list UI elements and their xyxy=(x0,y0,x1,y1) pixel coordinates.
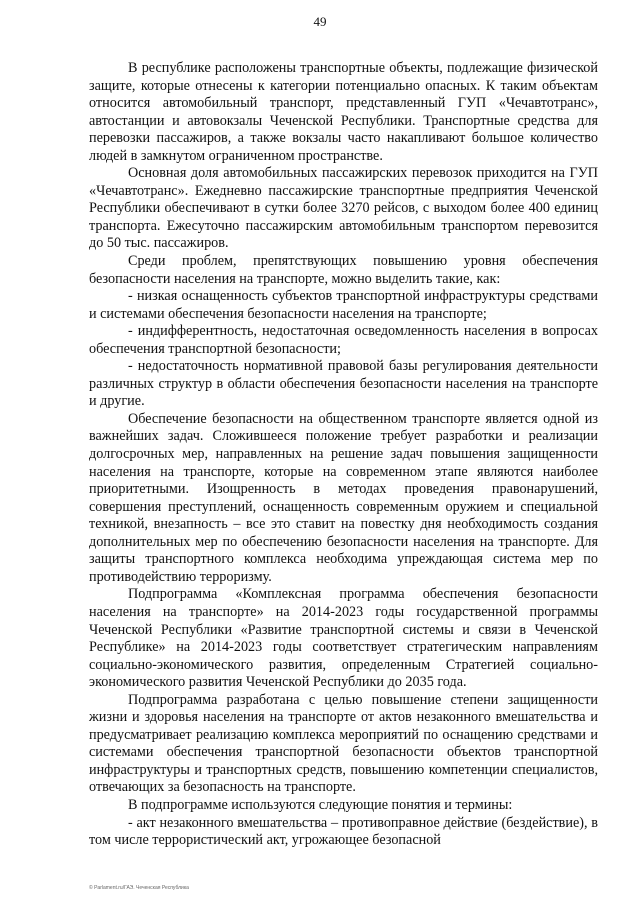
paragraph-problems-intro: Среди проблем, препятствующих повышению уровня обеспечения безопасности населения на транспорте, можно выделить такие, как: xyxy=(89,253,598,287)
list-item-unlawful-interference: - акт незаконного вмешательства – противоправное действие (бездействие), в том числе террористический акт, угрожающее безопасной xyxy=(89,814,598,849)
paragraph-passenger-transport: Основная доля автомобильных пассажирских перевозок приходится на ГУП «Чечавтотранс». Ежедневно пассажирские транспортные предприятия Чеченской Республики обеспечивают в сутки более 3270 рейсов, с выходом более 400 единиц транспорта. Ежесуточно пассажирским автомобильным транспортом перевозится до 50 тыс. пассажиров. xyxy=(89,165,598,252)
paragraph-transport-objects: В республике расположены транспортные объекты, подлежащие физической защите, которые отнесены к категории потенциально опасных. К таким объектам относится автомобильный транспорт, представленный ГУП «Чечавтотранс», автостанции и автовокзалы Чеченской Республики. Транспортные средства для перевозки пассажиров, а также вокзалы часто накапливают большое количество людей в замкнутом ограниченном пространстве. xyxy=(89,60,598,164)
footer-text: © Parlament.ru/ГАЭ. Чеченская Республика xyxy=(89,885,189,891)
paragraph-safety-priority: Обеспечение безопасности на общественном транспорте является одной из важнейших задач. Сложившееся положение требует разработки и реализации долгосрочных мер, направленных на решение задач повышения защищенности населения на транспорте, которые на современном этапе являются наиболее приоритетными. Изощренность в методах проведения правонарушений, совершения преступлений, оснащенность современным оружием и специальной техникой, внезапность – все это ставит на повестку дня необходимость создания дополнительных мер по обеспечению безопасности населения на транспорте. Для защиты транспортного комплекса необходима упреждающая система мер по противодействию терроризму. xyxy=(89,410,598,585)
page-number: 49 xyxy=(313,14,327,29)
list-item-low-equipment: - низкая оснащенность субъектов транспортной инфраструктуры средствами и системами обеспечения безопасности населения на транспорте; xyxy=(89,288,598,322)
paragraph-subprogram-strategy: Подпрограмма «Комплексная программа обеспечения безопасности населения на транспорте» на 2014-2023 годы государственной программы Чеченской Республики «Развитие транспортной системы и связи в Чеченской Республике» на 2014-2023 годы соответствует стратегическим направлениям социально-экономического развития, определенным Стратегией социально-экономического развития Чеченской Республики до 2035 года. xyxy=(89,586,598,691)
paragraph-terms-intro: В подпрограмме используются следующие понятия и термины: xyxy=(128,796,513,813)
document-body xyxy=(89,60,598,850)
paragraph-subprogram-goal: Подпрограмма разработана с целью повышение степени защищенности жизни и здоровья населения на транспорте от актов незаконного вмешательства и предусматривает реализацию комплекса мероприятий по оснащению средствами и системами обеспечения транспортной безопасности объектов транспортной инфраструктуры и транспортных средств, повышению компетенции специалистов, отвечающих за безопасность на транспорте. xyxy=(89,691,598,796)
list-item-regulatory-base: - недостаточность нормативной правовой базы регулирования деятельности различных структур в области обеспечения безопасности населения на транспорте и другие. xyxy=(89,358,598,410)
list-item-indifference: - индифферентность, недостаточная осведомленность населения в вопросах обеспечения транспортной безопасности; xyxy=(89,323,598,357)
